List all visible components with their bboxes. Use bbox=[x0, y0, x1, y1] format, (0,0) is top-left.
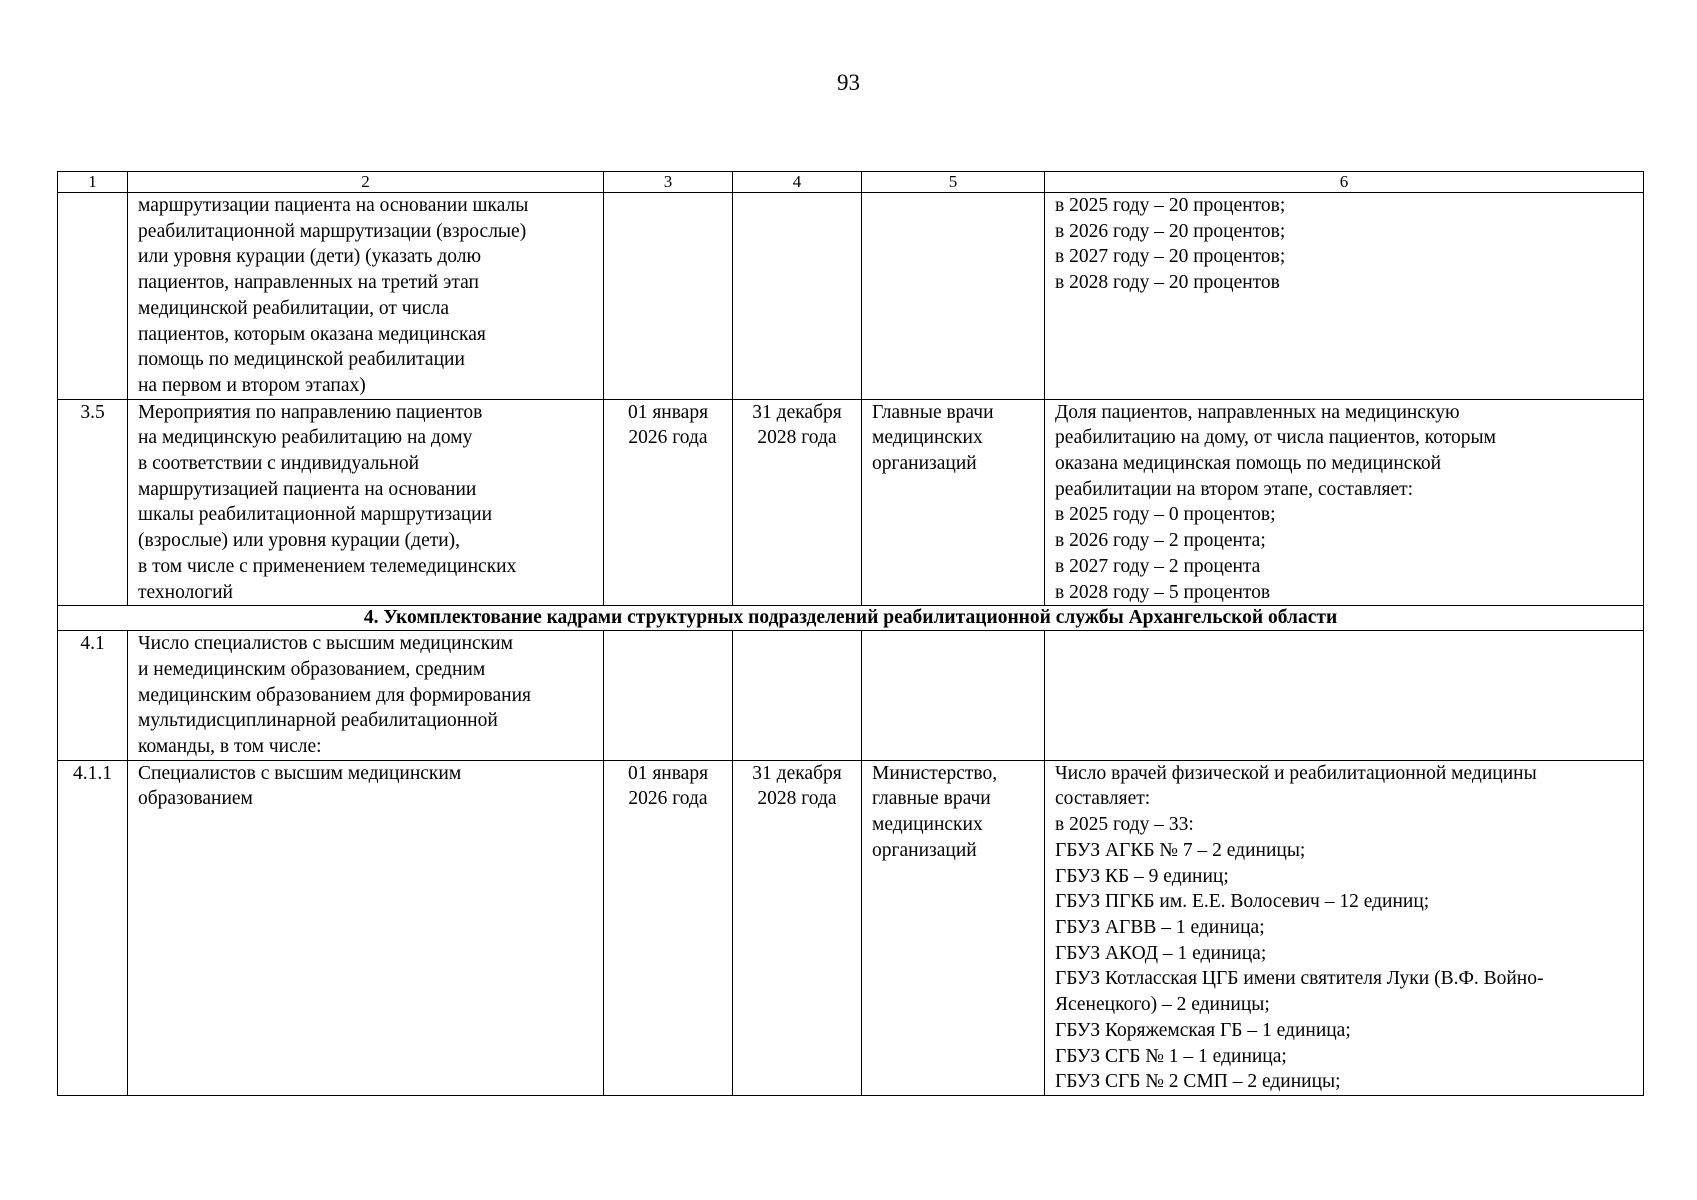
table-row bbox=[58, 631, 1644, 761]
column-number: 1 bbox=[58, 172, 128, 193]
text-line: 2026 года bbox=[628, 788, 708, 810]
expected-result bbox=[1045, 399, 1644, 606]
table-row bbox=[58, 193, 1644, 400]
column-number: 6 bbox=[1045, 172, 1644, 193]
column-number: 2 bbox=[128, 172, 604, 193]
text-line: в 2025 году – 33: bbox=[1055, 814, 1194, 836]
text-line: 31 декабря bbox=[752, 401, 842, 423]
responsible bbox=[862, 631, 1045, 761]
text-line: ГБУЗ АГВВ – 1 единица; bbox=[1055, 916, 1265, 938]
item-number: 3.5 bbox=[58, 399, 128, 606]
end-date bbox=[733, 399, 862, 606]
text-line: медицинским образованием для формирования bbox=[138, 684, 531, 706]
responsible bbox=[862, 193, 1045, 400]
column-number-row bbox=[58, 172, 1644, 193]
text-line: маршрутизацией пациента на основании bbox=[138, 478, 477, 500]
section-heading: 4. Укомплектование кадрами структурных подразделений реабилитационной службы Архангельской области bbox=[58, 606, 1644, 631]
text-line: ГБУЗ СГБ № 1 – 1 единица; bbox=[1055, 1045, 1287, 1067]
table-row bbox=[58, 760, 1644, 1095]
item-number: 4.1 bbox=[58, 631, 128, 761]
text-line: Специалистов с высшим медицинским bbox=[138, 762, 462, 784]
text-line: Число врачей физической и реабилитационной медицины bbox=[1055, 762, 1537, 784]
text-line: образованием bbox=[138, 788, 253, 810]
text-line: Министерство, bbox=[872, 762, 998, 784]
text-line: оказана медицинская помощь по медицинской bbox=[1055, 453, 1442, 475]
text-line: Мероприятия по направлению пациентов bbox=[138, 401, 483, 423]
expected-result bbox=[1045, 193, 1644, 400]
text-line: Ясенецкого) – 2 единицы; bbox=[1055, 994, 1270, 1016]
text-line: ГБУЗ Котласская ЦГБ имени святителя Луки (В.Ф. Войно- bbox=[1055, 968, 1544, 990]
text-line: организаций bbox=[872, 839, 977, 861]
text-line: шкалы реабилитационной маршрутизации bbox=[138, 504, 493, 526]
item-number: 4.1.1 bbox=[58, 760, 128, 1095]
measure-description bbox=[128, 631, 604, 761]
text-line: ГБУЗ ПГКБ им. Е.Е. Волосевич – 12 единиц; bbox=[1055, 891, 1430, 913]
expected-result bbox=[1045, 760, 1644, 1095]
text-line: медицинских bbox=[872, 814, 983, 836]
text-line: ГБУЗ АКОД – 1 единица; bbox=[1055, 942, 1267, 964]
plan-table bbox=[57, 171, 1644, 1096]
start-date bbox=[604, 399, 733, 606]
text-line: в 2026 году – 2 процента; bbox=[1055, 530, 1266, 552]
start-date bbox=[604, 193, 733, 400]
text-line: организаций bbox=[872, 453, 977, 475]
text-line: мультидисциплинарной реабилитационной bbox=[138, 710, 498, 732]
text-line: (взрослые) или уровня курации (дети), bbox=[138, 530, 461, 552]
text-line: в 2026 году – 20 процентов; bbox=[1055, 220, 1286, 242]
text-line: 31 декабря bbox=[752, 762, 842, 784]
item-number bbox=[58, 193, 128, 400]
text-line: 2028 года bbox=[757, 427, 837, 449]
table-row bbox=[58, 399, 1644, 606]
text-line: в соответствии с индивидуальной bbox=[138, 453, 420, 475]
text-line: Главные врачи bbox=[872, 401, 994, 423]
responsible bbox=[862, 399, 1045, 606]
column-number: 3 bbox=[604, 172, 733, 193]
text-line: помощь по медицинской реабилитации bbox=[138, 349, 465, 371]
text-line: в 2028 году – 20 процентов bbox=[1055, 272, 1280, 294]
text-line: составляет: bbox=[1055, 788, 1151, 810]
text-line: ГБУЗ СГБ № 2 СМП – 2 единицы; bbox=[1055, 1071, 1341, 1093]
responsible bbox=[862, 760, 1045, 1095]
measure-description bbox=[128, 193, 604, 400]
text-line: в 2028 году – 5 процентов bbox=[1055, 581, 1271, 603]
text-line: в 2027 году – 20 процентов; bbox=[1055, 246, 1286, 268]
text-line: пациентов, направленных на третий этап bbox=[138, 272, 479, 294]
column-number: 4 bbox=[733, 172, 862, 193]
text-line: реабилитацию на дому, от числа пациентов, которым bbox=[1055, 427, 1496, 449]
text-line: медицинских bbox=[872, 427, 983, 449]
text-line: в том числе с применением телемедицинских bbox=[138, 555, 517, 577]
text-line: реабилитации на втором этапе, составляет: bbox=[1055, 478, 1414, 500]
text-line: пациентов, которым оказана медицинская bbox=[138, 323, 486, 345]
end-date bbox=[733, 193, 862, 400]
text-line: 01 января bbox=[627, 401, 709, 423]
start-date bbox=[604, 631, 733, 761]
text-line: 2028 года bbox=[757, 788, 837, 810]
text-line: команды, в том числе: bbox=[138, 736, 322, 758]
measure-description bbox=[128, 399, 604, 606]
text-line: Доля пациентов, направленных на медицинскую bbox=[1055, 401, 1460, 423]
text-line: или уровня курации (дети) (указать долю bbox=[138, 246, 482, 268]
text-line: реабилитационной маршрутизации (взрослые) bbox=[138, 220, 527, 242]
text-line: Число специалистов с высшим медицинским bbox=[138, 633, 513, 655]
section-row bbox=[58, 606, 1644, 631]
text-line: на медицинскую реабилитацию на дому bbox=[138, 427, 473, 449]
text-line: медицинской реабилитации, от числа bbox=[138, 297, 450, 319]
text-line: в 2025 году – 20 процентов; bbox=[1055, 195, 1286, 216]
start-date bbox=[604, 760, 733, 1095]
text-line: технологий bbox=[138, 581, 233, 603]
text-line: маршрутизации пациента на основании шкалы bbox=[138, 195, 529, 216]
column-number: 5 bbox=[862, 172, 1045, 193]
measure-description bbox=[128, 760, 604, 1095]
text-line: и немедицинским образованием, средним bbox=[138, 658, 486, 680]
page-number: 93 bbox=[837, 70, 860, 95]
text-line: на первом и втором этапах) bbox=[138, 374, 366, 396]
end-date bbox=[733, 631, 862, 761]
text-line: в 2025 году – 0 процентов; bbox=[1055, 504, 1276, 526]
text-line: ГБУЗ АГКБ № 7 – 2 единицы; bbox=[1055, 839, 1306, 861]
text-line: 01 января bbox=[627, 762, 709, 784]
expected-result bbox=[1045, 631, 1644, 761]
text-line: ГБУЗ Коряжемская ГБ – 1 единица; bbox=[1055, 1019, 1351, 1041]
end-date bbox=[733, 760, 862, 1095]
text-line: главные врачи bbox=[872, 788, 991, 810]
text-line: ГБУЗ КБ – 9 единиц; bbox=[1055, 865, 1229, 887]
text-line: в 2027 году – 2 процента bbox=[1055, 555, 1261, 577]
text-line: 2026 года bbox=[628, 427, 708, 449]
